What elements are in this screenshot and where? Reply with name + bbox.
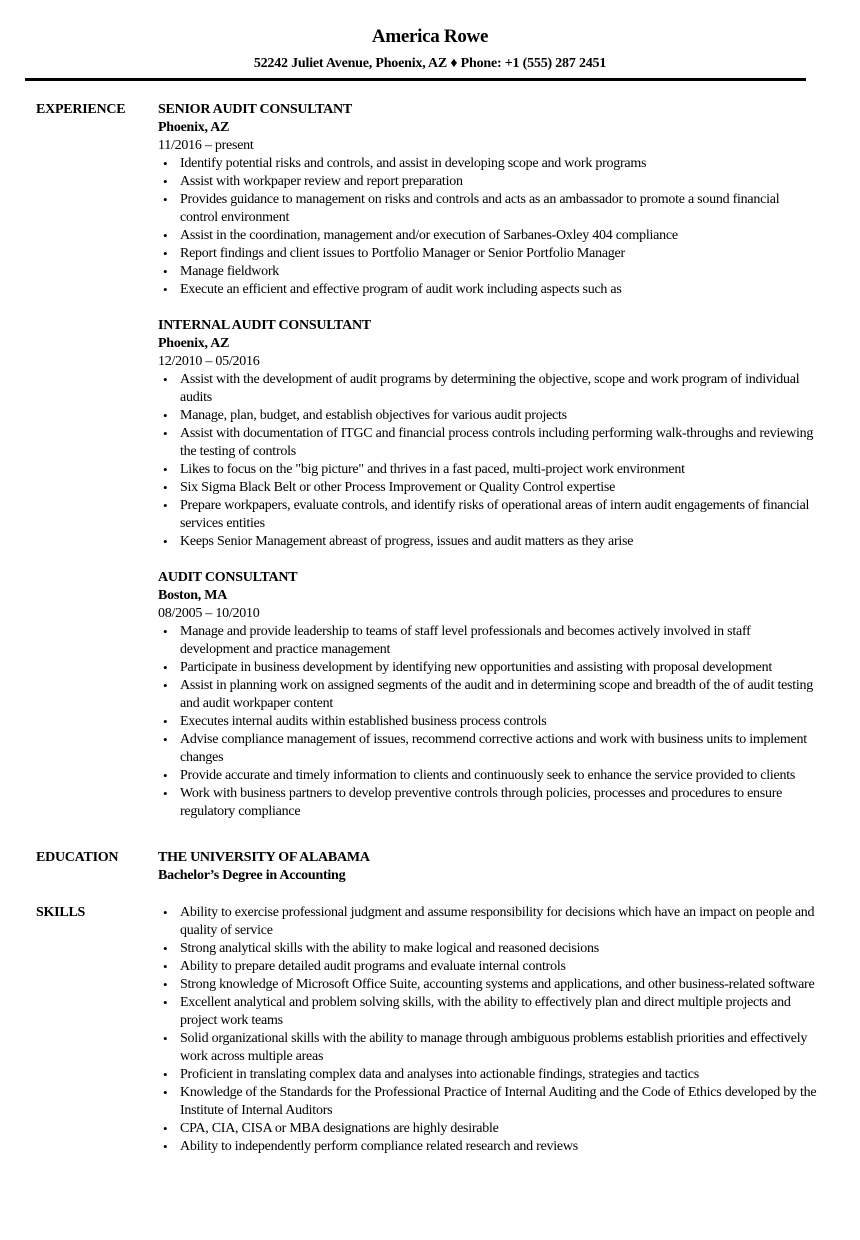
education-section — [0, 849, 860, 885]
section-label-education: EDUCATION — [36, 850, 119, 865]
skill-item: • Ability to independently perform compliance related research and reviews — [158, 1138, 818, 1156]
bullet-item: • Manage fieldwork — [158, 263, 818, 281]
skill-item: • Strong analytical skills with the ability to make logical and reasoned decisions — [158, 940, 818, 958]
skill-item: • Ability to exercise professional judgment and assume responsibility for decisions which have an impact on people and quality of service — [158, 904, 818, 940]
job-bullets — [158, 371, 818, 551]
job-title: INTERNAL AUDIT CONSULTANT — [158, 318, 371, 333]
bullet-item: • Assist with the development of audit programs by determining the objective, scope and work program of individual audits — [158, 371, 818, 407]
job-location: Phoenix, AZ — [158, 336, 230, 351]
bullet-item: • Keeps Senior Management abreast of progress, issues and audit matters as they arise — [158, 533, 818, 551]
skill-item: • CPA, CIA, CISA or MBA designations are highly desirable — [158, 1120, 818, 1138]
skill-item: • Solid organizational skills with the ability to manage through ambiguous problems establish priorities and effectively work across multiple areas — [158, 1030, 818, 1066]
bullet-item: • Provides guidance to management on risks and controls and acts as an ambassador to promote a sound financial control environment — [158, 191, 818, 227]
phone: Phone: +1 (555) 287 2451 — [460, 56, 607, 71]
address: 52242 Juliet Avenue, Phoenix, AZ — [253, 56, 448, 71]
bullet-item: • Provide accurate and timely information to clients and continuously seek to enhance the service provided to clients — [158, 767, 818, 785]
bullet-item: • Manage, plan, budget, and establish objectives for various audit projects — [158, 407, 818, 425]
contact-line — [0, 55, 860, 73]
header-divider — [25, 78, 806, 81]
job-bullets — [158, 155, 818, 299]
experience-body — [158, 101, 818, 839]
bullet-item: • Execute an efficient and effective program of audit work including aspects such as — [158, 281, 818, 299]
bullet-item: • Executes internal audits within established business process controls — [158, 713, 818, 731]
job-dates: 12/2010 – 05/2016 — [158, 354, 260, 369]
bullet-item: • Identify potential risks and controls, and assist in developing scope and work programs — [158, 155, 818, 173]
experience-section — [0, 101, 860, 839]
job-title: SENIOR AUDIT CONSULTANT — [158, 102, 352, 117]
bullet-item: • Assist in the coordination, management and/or execution of Sarbanes-Oxley 404 compliance — [158, 227, 818, 245]
degree: Bachelor’s Degree in Accounting — [158, 868, 346, 883]
bullet-item: • Assist in planning work on assigned segments of the audit and in determining scope and breadth of the of audit testing and audit workpaper content — [158, 677, 818, 713]
bullet-item: • Work with business partners to develop preventive controls through policies, processes and procedures to ensure regulatory compliance — [158, 785, 818, 821]
job-title: AUDIT CONSULTANT — [158, 570, 298, 585]
skill-item: • Strong knowledge of Microsoft Office Suite, accounting systems and applications, and other business-related software — [158, 976, 818, 994]
bullet-item: • Six Sigma Black Belt or other Process Improvement or Quality Control expertise — [158, 479, 818, 497]
bullet-item: • Advise compliance management of issues, recommend corrective actions and work with business units to implement changes — [158, 731, 818, 767]
diamond-separator-icon: ♦ — [450, 56, 458, 71]
job-entry — [158, 101, 818, 299]
job-location: Phoenix, AZ — [158, 120, 230, 135]
bullet-item: • Participate in business development by identifying new opportunities and assisting with proposal development — [158, 659, 818, 677]
skills-section — [0, 904, 860, 1156]
resume-header — [0, 0, 860, 73]
bullet-item: • Report findings and client issues to Portfolio Manager or Senior Portfolio Manager — [158, 245, 818, 263]
bullet-item: • Likes to focus on the "big picture" and thrives in a fast paced, multi-project work environment — [158, 461, 818, 479]
job-entry — [158, 317, 818, 551]
bullet-item: • Assist with documentation of ITGC and financial process controls including performing walk-throughs and reviewing the testing of controls — [158, 425, 818, 461]
school-name: THE UNIVERSITY OF ALABAMA — [158, 850, 370, 865]
education-body — [158, 849, 818, 885]
job-bullets — [158, 623, 818, 821]
job-entry — [158, 569, 818, 821]
skill-item: • Knowledge of the Standards for the Professional Practice of Internal Auditing and the Code of Ethics developed by the Institute of Internal Auditors — [158, 1084, 818, 1120]
skills-body — [158, 904, 818, 1156]
bullet-item: • Prepare workpapers, evaluate controls, and identify risks of operational areas of intern audit engagements of financial services entities — [158, 497, 818, 533]
skills-list — [158, 904, 818, 1156]
skill-item: • Ability to prepare detailed audit programs and evaluate internal controls — [158, 958, 818, 976]
bullet-item: • Manage and provide leadership to teams of staff level professionals and becomes actively involved in staff development and practice management — [158, 623, 818, 659]
job-dates: 08/2005 – 10/2010 — [158, 606, 260, 621]
skill-item: • Proficient in translating complex data and analyses into actionable findings, strategies and tactics — [158, 1066, 818, 1084]
job-dates: 11/2016 – present — [158, 138, 254, 153]
job-location: Boston, MA — [158, 588, 228, 603]
section-label-experience: EXPERIENCE — [36, 102, 126, 117]
skill-item: • Excellent analytical and problem solving skills, with the ability to effectively plan and direct multiple projects and project work teams — [158, 994, 818, 1030]
bullet-item: • Assist with workpaper review and report preparation — [158, 173, 818, 191]
section-label-skills: SKILLS — [36, 905, 86, 920]
candidate-name: America Rowe — [371, 26, 489, 47]
